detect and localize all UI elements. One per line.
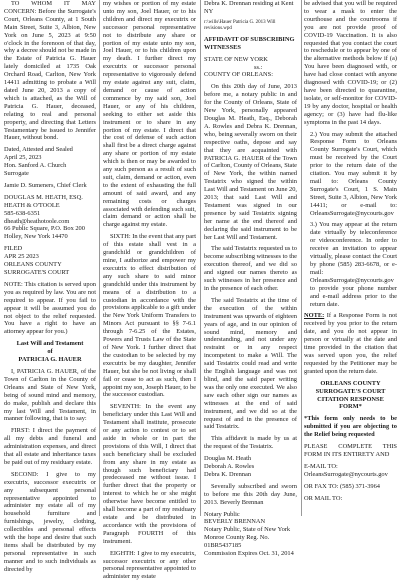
- covid-notice: be advised that you will be required to wear a mask to enter the courthouse and the courtrooms if you are not provide proof of COVID-19 Vaccination. It is also requested that you contact the court to reschedule or to appear by one of the alternative methods below if (a) You have been diagnosed with, or have had close contact with anyone diagnosed with COVID-19; or (2) have been directed to quarantine, isolate, or self-monitor for COVID-19 by any doctor, hospital or health agency; or (3) have had flu-like symptoms in the past 14 days.: [304, 0, 397, 126]
- will-fifth-continued: my wishes or portion of my estate unto my son, Joel Hauer, or to his children and direct my executrix or successor personal representative not to distribute any share or portion of my estate unto my son, Joel Hauer, or to his children upon my death. I further direct my executrix or successor personal representative to vigorously defend my estate against any suit, claim, demand or cause of action commence by my said son, Joel Hauer, or any of his children, seeking to either set aside this instrument or to share in any portion of my estate. I direct that the cost of defense of such action shall first be a direct charge against any share or portion of my estate which is then or may be awarded to any such person as a result of such suit, claim, demand or action, even to the extent of exhausting the full amount of said award, and any remaining costs or charges associated with defending such suit, claim demand or action shall be charge against my estate.: [103, 0, 196, 229]
- column-4: [304, 0, 397, 516]
- venue-ss: ss.:: [254, 63, 263, 71]
- filed-stamp-4: SURROGATE'S COURT: [4, 269, 70, 276]
- affidavit-p1: On this 20th day of June, 2013 before me, a notary public in and for the County of Orleans, State of New York, personally appeared Douglas M. Heath, Esq., Deborah A. Rowles and Debra K. Drennan, who, being severally sworn on their respective oaths, depose and say that they are acquainted with PATRICIA G. HAUER of the Town of Carlton, County of Orleans, State of New York, the within named Testatrix who signed the within Last Will and Testament on June 20, 2013; that said Last Will and Testament was signed in our presence by said Testatrix signing her name at the end thereof and declaring the said instrument to be her Last Will and Testament.: [204, 83, 297, 241]
- service-note: NOTE: This citation is served upon you as required by law. You are not required to appear. If you fail to appear it will be assumed you do not object to the relief requested. You have a right to have an attorney appear for you.): [4, 280, 96, 336]
- filed-stamp-2: APR 25 2023: [4, 253, 39, 261]
- column-3: [204, 0, 298, 558]
- citation-text: TO WHOM IT MAY CONCERN: Before the Surrogate's Court, Orleans County, at 1 South Main Street, Suite 3, Albion, New York on June 5, 2023 at 9:50 o'clock in the forenoon of that day, why a decree should not be made in the Estate of Patricia G. Hauer lately domiciled at 1735 Oak Orchard Road, Carlton, New York 14411 admitting to probate a Will dated June 20, 2013 a copy of which is attached, as the Will of Patricia G. Hauer, deceased, relating to real and personal property, and directing that Letters Testamentary be issued to Jennifer Hauer, without bond.: [4, 0, 96, 142]
- will-title-line-2: of: [47, 348, 53, 356]
- column-1: [4, 0, 96, 573]
- form-title-line-4: FORM*: [339, 403, 362, 411]
- firm-line-1: DOUGLAS M. HEATH, ESQ.: [4, 193, 83, 201]
- form-title-line-1: ORLEANS COUNTY: [320, 379, 381, 387]
- response-option-2: 2.) You may submit the attached Response Form to Orleans County Surrogate's Court, which must be received by the Court prior to the return date of the citation. You may submit it by mail to: Orleans County Surrogate's Court, 1 S. Main Street, Suite 3, Albion, New York 14411; or e-mail to: OrleansSurrogate@nycourts.gov: [310, 130, 397, 217]
- note-label: NOTE:: [304, 312, 325, 320]
- will-seventh: SEVENTH: In the event any beneficiary under this Last Will and Testament shall institute, prosecute or any action to contest or to set aside in whole or in part the provisions of this Will, I direct that such beneficiary shall be excluded from any share in my estate as though such beneficiary had predeceased me without issue. I further direct that the property or interest to which he or she might otherwise have become entitled to shall become a part of my residuary estate and be distributed in accordance with the provisions of Paragraph FOURTH of this instrument.: [103, 403, 196, 545]
- column-2: [103, 0, 196, 581]
- will-title: [4, 340, 96, 364]
- mail-line: OR MAIL TO:: [304, 494, 343, 502]
- will-first: FIRST: I direct the payment of all my debts and funeral and administration expenses, and direct that all estate and inheritance taxes be paid out of my residuary estate.: [4, 427, 96, 466]
- witness-residence: Debra K. Drennan residing at Kent NY: [204, 0, 294, 15]
- venue-state: STATE OF NEW YORK: [204, 55, 268, 63]
- firm-line-6: Holley, New York 14470: [4, 233, 68, 241]
- affidavit-title: AFFIDAVIT OF SUBSCRIBING WITNESSES: [204, 35, 295, 51]
- judge-title: Surrogate: [4, 170, 29, 178]
- will-intro: I, PATRICIA G. HAUER, of the Town of Carlton in the County of Orleans and State of New York, being of sound mind and memory, do make, publish and declare this my last Will and Testament, in manner following, that is to say:: [4, 367, 96, 423]
- signer-3: Debra K. Drennan: [204, 470, 252, 478]
- email-label: E-MAIL TO:: [304, 462, 338, 470]
- response-option-3: 3.) You may appear at the return date virtually by teleconference or videoconference. In order to receive an invitation to appear virtually, please contact the Court by phone (585) 283-6678, or e-mail: OrleansSurrogate@nycourts.gov to provide your phone number and e-mail address prior to the return date.: [310, 221, 397, 308]
- notary-line-2: BEVERLY BRENNAN: [204, 518, 266, 526]
- notary-line-1: Notary Public: [204, 510, 240, 518]
- affidavit-p3: The said Testatrix at the time of the execution of the within instrument was upwards of eighteen years of age, and in our opinion of sound mind, memory and understanding, and not under any restraint or in any respect incompetent to make a Will. The said Testatrix could read and write the English language and was not blind, and the said paper writing was the only one executed. We also saw each other sign our names as witnesses at the end of said instrument, and we did so at the request of and in the presence of said Testatrix.: [204, 296, 297, 431]
- filed-stamp-1: FILED: [4, 245, 23, 253]
- will-title-line-3: PATRICIA G. HAUER: [18, 356, 82, 364]
- will-second: SECOND: I give to my executrix, successor executrix or any subsequent personal representative appointed to administer my estate all of my household furniture and furnishings, jewelry, clothing, collectibles and personal effects with the hope and desire that such items shall be distributed by my personal representative in such manner and to such individuals as directed by: [4, 470, 96, 573]
- notary-line-5: Commission Expires Oct. 31, 2014: [204, 550, 294, 558]
- notary-line-3: Notary Public, State of New York: [204, 526, 291, 534]
- firm-line-4: dheath@heathotoole.com: [4, 217, 70, 225]
- response-note: [304, 312, 397, 375]
- notary-block: [204, 511, 297, 558]
- will-sixth: SIXTH: In the event that any part of this estate shall vest in a grandchild or grandchildren of mine, I authorize and empower my executrix to effect distribution of any such share to said minor grandchild under this instrument by means of a distribution to a custodian in accordance with the provisions applicable to a gift under the New York Uniform Transfers to Minors Act pursuant to §§ 7-6.1 through 7-6.25 of the Estates, Powers and Trusts Law of the State of New York. I further direct that the custodian to be selected by my executrix be my daughter, Jennifer Hauer, but she be not living or shall fail or cease to act as such, then I appoint my son, Joseph Hauer, to be the successor custodian.: [103, 233, 196, 399]
- court-email: OrleansSurrogate@nycourts.gov: [304, 470, 388, 478]
- affidavit-p4: This affidavit is made by us at the request of the Testatrix.: [204, 435, 297, 451]
- affidavit-p2: The said Testatrix requested us to become subscribing witnesses to the execution thereof, and we did so and signed our names thereto as such witnesses in her presence and in the presence of each other.: [204, 245, 298, 292]
- notary-line-4: Monroe County Reg. No. 01BR5437185: [204, 534, 270, 550]
- venue-county: COUNTY OF ORLEANS:: [204, 71, 273, 79]
- note-body: If a Response Form is not received by you prior to the return date, and you do not appear in person or virtually at the date and time provided in the citation that was served upon you, the relief requested by the Petitioner may be granted upon the return date.: [304, 312, 397, 375]
- form-footnote: *This form only needs to be submitted if you are objecting to the Relief being requested: [304, 415, 397, 439]
- column-divider: [301, 0, 302, 516]
- firm-line-2: HEATH & O'TOOLE: [4, 201, 60, 209]
- form-title-line-2: SURROGATE'S COURT: [315, 387, 386, 395]
- firm-line-3: 585-638-6351: [4, 209, 41, 217]
- file-path-line: r:\wills\Hauer Patricia G. 2013 Will revisions.wpd: [204, 19, 276, 31]
- filed-stamp-3: ORLEANS COUNTY: [4, 261, 62, 269]
- firm-line-5: 66 Public Square, P.O. Box 200: [4, 225, 85, 233]
- signer-1: Douglas M. Heath: [204, 455, 252, 463]
- will-eighth: EIGHTH: I give to my executrix, successor executrix or any other personal representative appointed to administer my estate: [103, 549, 196, 581]
- fax-line: OR FAX TO: (585) 371-3964: [304, 482, 380, 490]
- clerk-name: Jamie D. Sumeners, Chief Clerk: [4, 181, 87, 189]
- response-form-title: [304, 380, 397, 412]
- witness-signers: [204, 455, 297, 479]
- complete-instruction: PLEASE COMPLETE THIS FORM IN ITS ENTIRETY AND: [304, 443, 397, 458]
- dated-line-1: Dated, Attested and Sealed: [4, 146, 73, 154]
- column-divider: [99, 0, 100, 516]
- judge-name: Hon. Sanford A. Church: [4, 162, 67, 170]
- sworn-statement: Severally subscribed and sworn to before me this 20th day June, 2013. Beverly Brennan: [204, 482, 297, 506]
- column-divider: [200, 0, 201, 516]
- dated-line-2: April 25, 2023: [4, 154, 42, 162]
- dated-block: [4, 146, 96, 277]
- form-title-line-3: CITATION RESPONSE: [317, 395, 384, 403]
- will-title-line-1: Last Will and Testament: [16, 340, 84, 348]
- signer-2: Deborah A. Rowles: [204, 463, 255, 471]
